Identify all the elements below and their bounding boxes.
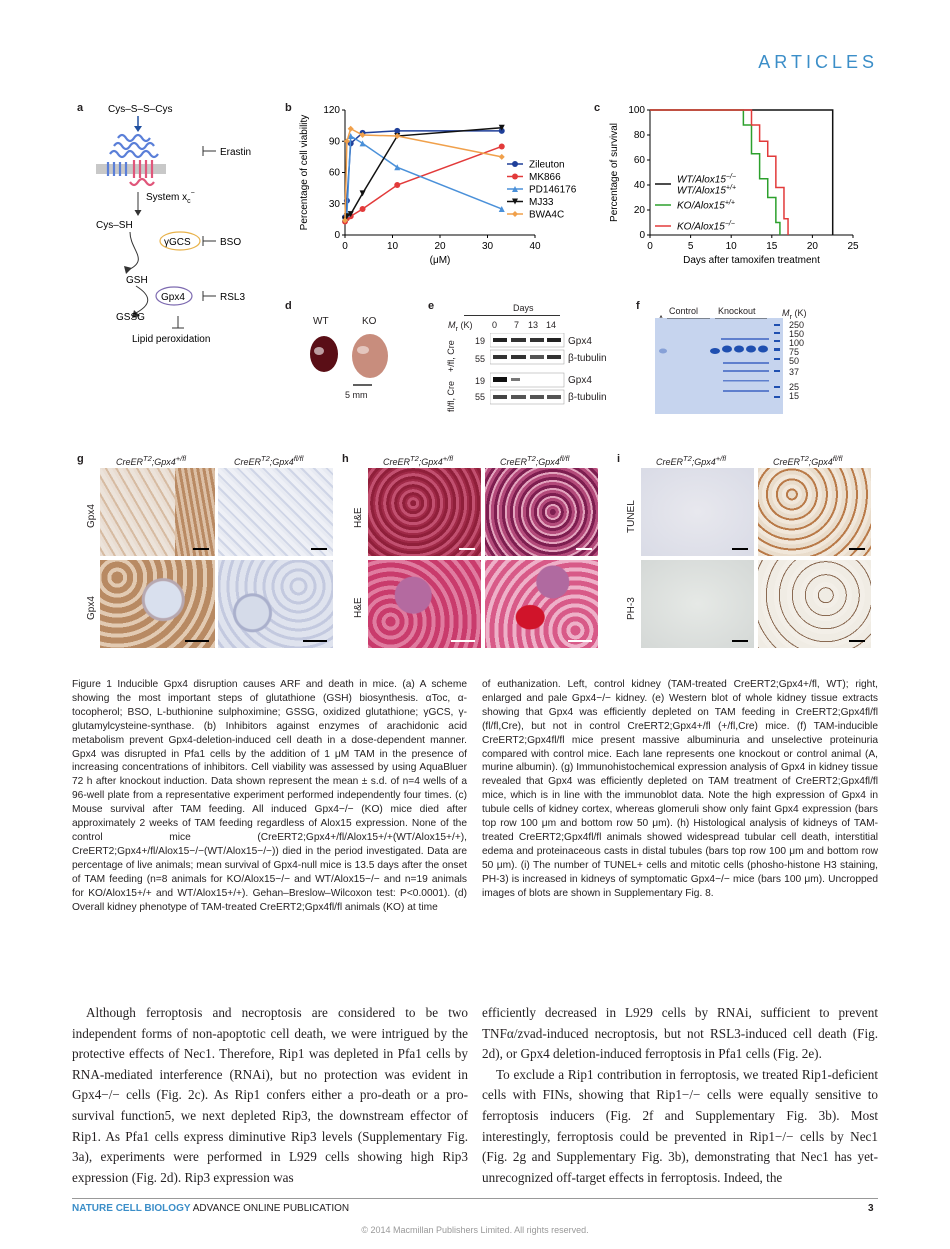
chart-b-series-line — [345, 136, 502, 218]
chart-b-data-point — [499, 206, 505, 212]
panel-e-label: e — [428, 300, 435, 312]
marker-15: 15 — [789, 391, 800, 401]
i-ph3-het — [641, 560, 754, 648]
h-col1-header: $CreER^{T2};Gpx4^{+/fl}$ — [383, 454, 454, 467]
chart-b-legend-marker — [512, 161, 518, 167]
western-blot — [490, 333, 565, 408]
chart-b-y-tick-label: 0 — [334, 230, 340, 241]
h-row1-label: H&E — [353, 507, 364, 528]
ko-label: KO — [362, 316, 377, 327]
control-label: Control — [669, 306, 699, 316]
chart-b-legend-label: PD146176 — [529, 184, 577, 196]
day-13: 13 — [528, 320, 539, 330]
g-row2-label: Gpx4 — [86, 596, 97, 620]
gsh-text: GSH — [126, 275, 148, 286]
chart-b-data-point — [360, 190, 366, 196]
marker-250: 250 — [789, 320, 805, 330]
marker-75: 75 — [789, 347, 800, 357]
i-tunel-ko — [758, 468, 871, 556]
body-paragraph-2: efficiently decreased in L929 cells by RNAi, sufficient to prevent TNFα/zvad-induced necroptosis, but not RSL3-induced cell death (Fig. 2d), or Gpx4 deletion-induced ferroptosis in Pfa1 cells (Fig. 2e). — [482, 1005, 878, 1062]
mw-55a: 55 — [475, 354, 486, 364]
group-ko-label: fl/fl, Cre — [446, 380, 456, 412]
chart-b-y-axis-label: Percentage of cell viability — [299, 114, 310, 231]
chart-b-legend-label: BWA4C — [529, 209, 565, 221]
chart-c-y-tick-label: 40 — [633, 180, 645, 191]
marker-37: 37 — [789, 367, 800, 377]
chart-c-series-line — [650, 110, 833, 235]
protein-gel — [655, 318, 785, 416]
i-col1-header: $CreER^{T2};Gpx4^{+/fl}$ — [656, 454, 727, 467]
chart-c-y-tick-label: 60 — [633, 155, 645, 166]
chart-b-legend-marker — [512, 174, 518, 180]
chart-b-data-point — [348, 126, 354, 132]
knockout-label: Knockout — [718, 306, 756, 316]
panel-a-label: a — [77, 102, 84, 114]
h-col2-header: $CreER^{T2};Gpx4^{fl/fl}$ — [500, 454, 570, 467]
chart-c-y-tick-label: 0 — [639, 230, 645, 241]
footer-rule — [72, 1198, 878, 1199]
blot-tubulin-b: β-tubulin — [568, 392, 607, 403]
chart-c-x-tick-label: 20 — [806, 241, 818, 252]
panel-d-label: d — [285, 300, 292, 312]
days-label: Days — [513, 303, 534, 313]
chart-b-y-tick-label: 60 — [328, 167, 340, 179]
g-ihc-ko-high — [218, 560, 333, 648]
chart-c-series-line — [650, 110, 788, 235]
marker-150: 150 — [789, 329, 805, 339]
chart-c-legend-label: KO/Alox15+/+ — [677, 199, 735, 212]
chart-c-x-tick-label: 5 — [687, 241, 694, 252]
chart-c-legend-label: WT/Alox15−/− — [677, 173, 737, 186]
chart-c-svg — [605, 100, 880, 280]
i-ph3-ko — [758, 560, 871, 648]
chart-c-y-axis-label: Percentage of survival — [609, 123, 620, 222]
chart-b-y-tick-label: 90 — [328, 136, 340, 148]
panel-g-label: g — [77, 453, 84, 465]
day-7: 7 — [514, 320, 520, 330]
system-xc-text: System $x_c^-$ — [146, 190, 195, 205]
cystine-text: Cys–S–S–Cys — [108, 104, 173, 115]
panel-h-label: h — [342, 453, 349, 465]
section-header: ARTICLES — [758, 52, 878, 72]
g-ihc-het-low — [100, 468, 215, 556]
chart-b-x-axis-label: (μM) — [429, 255, 451, 266]
chart-b-x-tick-label: 30 — [481, 241, 494, 252]
mr-label: $M_r$ (K) — [448, 320, 473, 333]
chart-b-data-point — [394, 182, 400, 188]
chart-b-legend-label: Zileuton — [529, 159, 565, 171]
gpx4-text: Gpx4 — [161, 292, 185, 303]
chart-c-y-tick-label: 20 — [633, 205, 645, 216]
i-row1-label: TUNEL — [626, 500, 637, 533]
erastin-text: Erastin — [220, 147, 252, 158]
h-he-ko-low — [485, 468, 598, 556]
chart-c-legend-label: KO/Alox15−/− — [677, 220, 735, 233]
chart-c-legend-label: WT/Alox15+/+ — [677, 184, 737, 197]
i-col2-header: $CreER^{T2};Gpx4^{fl/fl}$ — [773, 454, 843, 467]
chart-c-x-tick-label: 0 — [647, 241, 653, 252]
chart-b-x-tick-label: 0 — [342, 241, 348, 252]
gel-mr-label: $M_r$ (K) — [782, 308, 807, 321]
bso-text: BSO — [220, 237, 242, 248]
marker-25: 25 — [789, 382, 800, 392]
panel-c-label: c — [594, 102, 601, 114]
chart-b-x-tick-label: 20 — [434, 241, 446, 252]
day-0: 0 — [492, 320, 498, 330]
panel-a-diagram — [90, 100, 290, 350]
transporter-icon — [108, 135, 158, 185]
wt-label: WT — [313, 316, 329, 327]
panel-b-label: b — [285, 102, 292, 114]
body-paragraph-3: To exclude a Rip1 contribution in ferroptosis, we treated Rip1-deficient cells with FINs, showing that Rip1−/− cells were equally sensitive to ferroptosis inducers (Fig. 2f and Supplementary Fig. 3b). Most interestingly, ferroptosis could be prevented in Rip1−/− cells by Nec1 (Fig. 2g and Supplementary Fig. 3b), demonstrating that Nec1 has yet-unrecognized off-target effects in ferroptosis. Indeed, the — [482, 1066, 878, 1185]
chart-b-x-tick-label: 40 — [529, 241, 541, 252]
body-column-right — [482, 1003, 878, 1188]
chart-b-data-point — [394, 128, 400, 134]
h-he-ko-high — [485, 560, 598, 648]
chart-b-y-tick-label: 30 — [328, 198, 340, 210]
days-rule — [464, 315, 560, 316]
ko-kidney — [352, 334, 388, 378]
mw-55b: 55 — [475, 392, 486, 402]
g-ihc-ko-low — [218, 468, 333, 556]
chart-c-x-tick-label: 15 — [766, 241, 778, 252]
chart-c-series-line — [650, 110, 780, 235]
g-col1-header: $CreER^{T2};Gpx4^{+/fl}$ — [116, 454, 187, 467]
wt-kidney — [310, 336, 338, 372]
lipid-peroxidation-text: Lipid peroxidation — [132, 334, 211, 345]
chart-c-x-tick-label: 25 — [847, 241, 859, 252]
figure-caption-right: of euthanization. Left, control kidney (TAM-treated CreERT2;Gpx4+/fl, WT); right, enlarged and pale Gpx4−/− kidney. (e) Western blot of whole kidney tissue extracts showing that Gpx4 was efficiently depleted on TAM feeding in CreERT2;Gpx4fl/fl (fl/fl,Cre), but not in control CreERT2;Gpx4+/fl (+/fl,Cre) mice. (f) TAM-inducible CreERT2;Gpx4fl/fl mice present massive albuminuria and unselective proteinuria compared with control mice. Each lane represents one knockout or control animal (A, murine albumin). (g) Immunohistochemical expression analysis of Gpx4 in kidney tissue revealed that Gpx4 was efficiently depleted on TAM treatment of CreERT2;Gpx4fl/fl mice, which is in line with the immunoblot data. Note the high expression of Gpx4 in tubule cells of kidney cortex, whereas glomeruli show only faint Gpx4 expression (bars top row 100 μm and bottom row 50 μm). (h) Histological analysis of kidneys of TAM-treated CreERT2;Gpx4fl/fl animals showed widespread tubular cell death, interstitial edema and proteinaceous casts in distal tubules (bars top row 100 μm and bottom row 50 μm). (i) The number of TUNEL+ cells and mitotic cells (phosho-histone H3 staining, PH-3) is increased in kidneys of symptomatic Gpx4−/− mice (bars 100 μm). Uncropped images of blots are shown in Supplementary Fig. 8. — [482, 679, 878, 899]
footer-journal: NATURE CELL BIOLOGY ADVANCE ONLINE PUBLICATION — [72, 1203, 350, 1214]
g-ihc-het-high — [100, 560, 215, 648]
day-14: 14 — [546, 320, 557, 330]
i-row2-label: PH-3 — [626, 597, 637, 620]
group-het-label: +/fl, Cre — [446, 340, 456, 372]
panel-f-label: f — [636, 300, 640, 312]
blot-gpx4-b: Gpx4 — [568, 375, 592, 386]
figure-caption-left: Figure 1 Inducible Gpx4 disruption causes ARF and death in mice. (a) A scheme showing the most important steps of glutathione (GSH) biosynthesis. αToc, α-tocopherol; BSO, L-buthionine sulphoximine; GSSG, oxidized glutathione; γGCS, γ-glutamylcysteine-synthase. (b) Inhibitors against enzymes of arachidonic acid metabolism prevent Gpx4-deletion-induced cell death in a dose-dependent manner. Gpx4 was disrupted in Pfa1 cells by the addition of 1 μM TAM in the presence of increasing concentrations of inhibitors. Cell viability was assessed by using AquaBluer 72 h after knockout induction. Data shown represent the mean ± s.d. of n=4 wells of a 96-well plate from a representative experiment performed independently four times. (c) Mouse survival after TAM feeding. All induced Gpx4−/− (KO) mice died after approximately 2 weeks of TAM feeding regardless of Alox15 expression. None of the control mice (CreERT2;Gpx4+/fl/Alox15+/+(WT/Alox15+/+), CreERT2;Gpx4+/fl/Alox15−/−(WT/Alox15−/−)) died in the period investigated. Data are percentage of live animals; mean survival of Gpx4-null mice is 13.5 days after the onset of TAM feeding (n=8 animals for KO/Alox15−/− and WT/Alox15−/− and n=19 animals for KO/Alox15+/+ and WT/Alox15+/+). Gehan–Breslow–Wilcoxon test: P<0.0001). (d) Overall kidney phenotype of TAM-treated CreERT2;Gpx4fl/fl animals (KO) at time — [72, 679, 467, 913]
chart-b-data-point — [499, 154, 505, 160]
marker-50: 50 — [789, 356, 800, 366]
gel-markers — [789, 321, 804, 401]
chart-c-x-tick-label: 10 — [725, 241, 737, 252]
gssg-text: GSSG — [116, 312, 145, 323]
h-he-het-high — [368, 560, 481, 648]
kidney-scale-bar-label: 5 mm — [345, 390, 368, 400]
chart-b-legend-label: MK866 — [529, 172, 561, 183]
h-row2-label: H&E — [353, 597, 364, 618]
blot-tubulin-a: β-tubulin — [568, 353, 607, 364]
chart-b-data-point — [360, 206, 366, 212]
chart-c-x-axis-label: Days after tamoxifen treatment — [683, 255, 820, 266]
g-row1-label: Gpx4 — [86, 504, 97, 528]
panel-i-label: i — [617, 453, 621, 465]
h-he-het-low — [368, 468, 481, 556]
chart-c-y-tick-label: 80 — [633, 130, 645, 141]
ggcs-text: γGCS — [164, 237, 191, 248]
chart-b-legend-label: MJ33 — [529, 197, 554, 208]
mw-19a: 19 — [475, 336, 486, 346]
body-paragraph-1: Although ferroptosis and necroptosis are considered to be two independent forms of non-apoptotic cell death, we were intrigued by the protective effects of Nec1. Therefore, Rip1 was depleted in Pfa1 cells by RNA-mediated interference (RNAi), but no protection was evident in Gpx4−/− cells (Fig. 2c). As Rip1 confers either a pro-death or a pro-survival function5, we next depleted Rip3, the downstream effector of Rip1. As Pfa1 cells express diminutive Rip3 levels (Supplementary Fig. 3a), experiments were performed in L929 cells showing high Rip3 expression (Fig. 2d). Rip3 expression was — [72, 1005, 468, 1185]
i-tunel-het — [641, 468, 754, 556]
copyright: © 2014 Macmillan Publishers Limited. All rights reserved. — [361, 1225, 589, 1235]
chart-b-x-tick-label: 10 — [386, 241, 399, 252]
chart-b-data-point — [499, 143, 505, 149]
blot-gpx4-a: Gpx4 — [568, 336, 592, 347]
g-col2-header: $CreER^{T2};Gpx4^{fl/fl}$ — [234, 454, 304, 467]
chart-b-y-tick-label: 120 — [323, 105, 340, 116]
mw-19b: 19 — [475, 376, 486, 386]
rsl3-text: RSL3 — [220, 292, 246, 303]
membrane — [96, 164, 166, 174]
chart-c-y-tick-label: 100 — [628, 105, 645, 116]
chart-b-svg — [295, 100, 580, 280]
chart-b-legend-marker — [512, 211, 518, 217]
marker-100: 100 — [789, 338, 805, 348]
page-number: 3 — [868, 1203, 874, 1214]
cys-sh-text: Cys–SH — [96, 220, 133, 231]
body-column-left — [72, 1003, 468, 1188]
